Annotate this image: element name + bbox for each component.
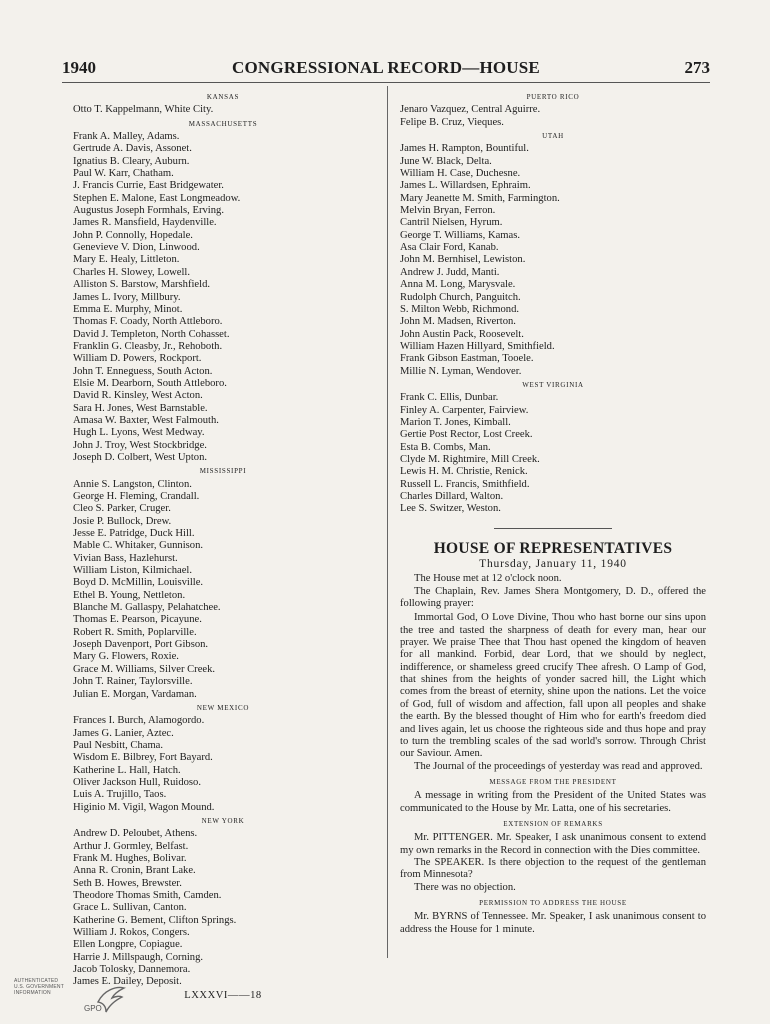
gpo-line-1: AUTHENTICATED <box>14 978 59 984</box>
state-heading: PUERTO RICO <box>526 93 580 101</box>
objection-paragraph: There was no objection. <box>414 881 516 893</box>
postmaster-entry: Wisdom E. Bilbrey, Fort Bayard. <box>73 752 213 764</box>
postmaster-entry: Ellen Longpre, Copiague. <box>73 939 183 951</box>
postmaster-entry: Sara H. Jones, West Barnstable. <box>73 402 208 414</box>
postmaster-entry: James H. Rampton, Bountiful. <box>400 143 529 155</box>
postmaster-entry: Elsie M. Dearborn, South Attleboro. <box>73 377 227 389</box>
header-rule <box>62 82 710 83</box>
left-state-lists <box>73 91 373 989</box>
postmaster-entry: William Liston, Kilmichael. <box>73 565 193 577</box>
postmaster-entry: Mable C. Whitaker, Gunnison. <box>73 540 204 552</box>
postmaster-entry: Mary Jeanette M. Smith, Farmington. <box>400 192 560 204</box>
postmaster-entry: Theodore Thomas Smith, Camden. <box>73 890 222 901</box>
postmaster-entry: Frances I. Burch, Alamogordo. <box>73 715 205 727</box>
signature-mark: LXXXVI——18 <box>184 989 262 1001</box>
house-heading: HOUSE OF REPRESENTATIVES <box>433 539 673 557</box>
postmaster-entry: Russell L. Francis, Smithfield. <box>400 478 530 490</box>
postmaster-entry: Asa Clair Ford, Kanab. <box>400 242 499 254</box>
postmaster-entry: Amasa W. Baxter, West Falmouth. <box>73 414 219 426</box>
postmaster-entry: William J. Rokos, Congers. <box>73 927 190 939</box>
postmaster-entry: William Hazen Hillyard, Smithfield. <box>400 340 555 352</box>
postmaster-entry: George T. Williams, Kamas. <box>400 229 521 241</box>
postmaster-entry: Blanche M. Gallaspy, Pelahatchee. <box>73 602 221 614</box>
postmaster-entry: Jacob Tolosky, Dannemora. <box>73 964 191 976</box>
postmaster-entry: Katherine G. Bement, Clifton Springs. <box>73 914 237 926</box>
postmaster-entry: David J. Templeton, North Cohasset. <box>73 328 230 340</box>
postmaster-entry: Mary G. Flowers, Roxie. <box>73 651 179 663</box>
postmaster-entry: Gertrude A. Davis, Assonet. <box>73 143 192 155</box>
state-heading: MISSISSIPPI <box>199 467 247 476</box>
postmaster-entry: Joseph Davenport, Port Gibson. <box>73 639 209 651</box>
postmaster-entry: James L. Ivory, Millbury. <box>73 291 181 303</box>
postmaster-entry: J. Francis Currie, East Bridgewater. <box>73 180 224 192</box>
postmaster-entry: John M. Bernhisel, Lewiston. <box>400 254 526 266</box>
postmaster-entry: Jenaro Vazquez, Central Aguirre. <box>400 104 541 116</box>
postmaster-entry: Finley A. Carpenter, Fairview. <box>400 404 529 416</box>
header-year: 1940 <box>62 58 96 77</box>
postmaster-entry: Annie S. Langston, Clinton. <box>73 478 192 490</box>
extension-paragraph: Mr. PITTENGER. Mr. Speaker, I ask unanimous consent to extend my own remarks in the Record in connection with the Dies committee. <box>400 832 706 856</box>
postmaster-entry: Lewis H. M. Christie, Renick. <box>400 466 528 478</box>
postmaster-entry: Ethel B. Young, Nettleton. <box>73 589 186 601</box>
postmaster-entry: Oliver Jackson Hull, Ruidoso. <box>73 776 201 788</box>
postmaster-entry: John Austin Pack, Roosevelt. <box>400 328 524 340</box>
chaplain-paragraph: The Chaplain, Rev. James Shera Montgomery, D. D., offered the following prayer: <box>400 585 706 610</box>
postmaster-entry: Otto T. Kappelmann, White City. <box>73 104 214 116</box>
postmaster-entry: Millie N. Lyman, Wendover. <box>400 365 522 377</box>
section-title-message: MESSAGE FROM THE PRESIDENT <box>489 777 617 786</box>
postmaster-entry: Seth B. Howes, Brewster. <box>73 877 182 889</box>
speaker-paragraph: The SPEAKER. Is there objection to the request of the gentleman from Minnesota? <box>400 856 706 881</box>
postmaster-entry: James E. Dailey, Deposit. <box>73 976 182 988</box>
postmaster-entry: Luis A. Trujillo, Taos. <box>73 789 167 801</box>
postmaster-entry: Jesse E. Patridge, Duck Hill. <box>73 528 195 540</box>
state-heading: WEST VIRGINIA <box>522 380 584 389</box>
page-header <box>62 58 710 80</box>
gpo-line-2: U.S. GOVERNMENT <box>14 984 64 990</box>
postmaster-entry: Anna M. Long, Marysvale. <box>400 279 516 291</box>
postmaster-entry: Rudolph Church, Panguitch. <box>400 291 521 303</box>
postmaster-entry: Felipe B. Cruz, Vieques. <box>400 116 504 128</box>
left-column <box>73 90 373 1002</box>
postmaster-entry: John T. Rainer, Taylorsville. <box>73 676 193 688</box>
postmaster-entry: Lee S. Switzer, Weston. <box>400 503 501 515</box>
postmaster-entry: Andrew J. Judd, Manti. <box>400 266 500 278</box>
postmaster-entry: William H. Case, Duchesne. <box>400 168 521 180</box>
eagle-icon <box>94 982 128 1016</box>
column-divider <box>387 86 388 958</box>
state-heading: MASSACHUSETTS <box>188 119 258 128</box>
postmaster-entry: Boyd D. McMillin, Louisville. <box>73 577 204 589</box>
postmaster-entry: Grace M. Williams, Silver Creek. <box>73 663 216 675</box>
postmaster-entry: Cleo S. Parker, Cruger. <box>73 503 171 515</box>
postmaster-entry: James L. Willardsen, Ephraim. <box>400 180 531 192</box>
postmaster-entry: Harrie J. Millspaugh, Corning. <box>73 951 204 963</box>
postmaster-entry: Julian E. Morgan, Vardaman. <box>73 688 197 700</box>
postmaster-entry: Frank Gibson Eastman, Tooele. <box>400 353 534 365</box>
postmaster-entry: Thomas F. Coady, North Attleboro. <box>73 316 223 328</box>
postmaster-entry: Frank M. Hughes, Bolivar. <box>73 852 187 864</box>
message-paragraph: A message in writing from the President of the United States was communicated to the House by Mr. Latta, one of his secretaries. <box>400 790 706 814</box>
postmaster-entry: John P. Connolly, Hopedale. <box>73 229 193 241</box>
gpo-mark: GPO <box>84 1004 102 1013</box>
postmaster-entry: Alliston S. Barstow, Marshfield. <box>73 279 211 291</box>
postmaster-entry: Paul W. Karr, Chatham. <box>73 168 174 180</box>
postmaster-entry: Franklin G. Cleasby, Jr., Rehoboth. <box>73 340 223 352</box>
postmaster-entry: Augustus Joseph Formhals, Erving. <box>73 205 224 217</box>
postmaster-entry: Vivian Bass, Hazlehurst. <box>73 552 178 564</box>
postmaster-entry: Stephen E. Malone, East Longmeadow. <box>73 192 241 204</box>
postmaster-entry: Clyde M. Rightmire, Mill Creek. <box>400 453 540 465</box>
state-heading: KANSAS <box>206 93 240 101</box>
postmaster-entry: S. Milton Webb, Richmond. <box>400 303 520 315</box>
postmaster-entry: Frank A. Malley, Adams. <box>73 131 180 143</box>
section-title-permission: PERMISSION TO ADDRESS THE HOUSE <box>479 898 627 907</box>
postmaster-entry: John T. Enneguess, South Acton. <box>73 365 213 377</box>
postmaster-entry: Paul Nesbitt, Chama. <box>73 739 164 751</box>
postmaster-entry: Genevieve V. Dion, Linwood. <box>73 242 200 254</box>
postmaster-entry: James G. Lanier, Aztec. <box>73 727 174 739</box>
postmaster-entry: Gertie Post Rector, Lost Creek. <box>400 429 533 441</box>
prayer-paragraph: Immortal God, O Love Divine, Thou who hast borne our sins upon the tree and tasted the sharpness of death for every man, hear our prayer. We praise Thee that Thou hast opened the kingdom of heaven for all mankind. Forbid, dear Lord, that we should by neglect, indifference, or shameless greed crucify Thee afresh. O Lamp of God, that shines from the heights of yonder sacred hill, the Light which comes from the breast of eternity, shine upon the nations. Let the voice of God, full of wisdom and affection, fall upon all peoples and shake the earth. By the blessed thought of Him who for earth's freedom died and lives again, let us choose the righteous side and thus hope and pray to turn the trembling scales of the sad world's sorrow. Through Christ our Saviour. Amen. <box>400 612 706 760</box>
postmaster-entry: Ignatius B. Cleary, Auburn. <box>73 155 190 167</box>
postmaster-entry: Josie P. Bullock, Drew. <box>73 515 172 527</box>
postmaster-entry: Higinio M. Vigil, Wagon Mound. <box>73 801 215 813</box>
section-title-extension: EXTENSION OF REMARKS <box>503 819 603 828</box>
postmaster-entry: Charles H. Slowey, Lowell. <box>73 266 191 278</box>
postmaster-entry: Grace L. Sullivan, Canton. <box>73 902 187 914</box>
header-page-number: 273 <box>684 58 710 77</box>
postmaster-entry: John J. Troy, West Stockbridge. <box>73 439 207 451</box>
postmaster-entry: Hugh L. Lyons, West Medway. <box>73 427 205 439</box>
postmaster-entry: June W. Black, Delta. <box>400 155 492 167</box>
postmaster-entry: Thomas E. Pearson, Picayune. <box>73 614 202 626</box>
journal-paragraph: The Journal of the proceedings of yesterday was read and approved. <box>414 760 703 772</box>
right-state-lists <box>400 91 706 516</box>
postmaster-entry: James R. Mansfield, Haydenville. <box>73 217 217 229</box>
right-column <box>400 90 706 936</box>
postmaster-entry: David R. Kinsley, West Acton. <box>73 390 203 402</box>
postmaster-entry: Charles Dillard, Walton. <box>400 491 504 502</box>
postmaster-entry: Joseph D. Colbert, West Upton. <box>73 451 208 463</box>
postmaster-entry: George H. Fleming, Crandall. <box>73 491 200 502</box>
postmaster-entry: Robert R. Smith, Poplarville. <box>73 626 197 638</box>
postmaster-entry: William D. Powers, Rockport. <box>73 353 202 365</box>
permission-paragraph: Mr. BYRNS of Tennessee. Mr. Speaker, I ask unanimous consent to address the House for 1 minute. <box>400 911 706 935</box>
opening-paragraph: The House met at 12 o'clock noon. <box>414 573 562 585</box>
postmaster-entry: Melvin Bryan, Ferron. <box>400 205 496 217</box>
postmaster-entry: Marion T. Jones, Kimball. <box>400 416 511 428</box>
section-rule <box>494 528 612 529</box>
postmaster-entry: Frank C. Ellis, Dunbar. <box>400 392 499 404</box>
session-date: Thursday, January 11, 1940 <box>479 558 627 571</box>
postmaster-entry: John M. Madsen, Riverton. <box>400 316 516 328</box>
postmaster-entry: Cantril Nielsen, Hyrum. <box>400 217 503 229</box>
state-heading: NEW MEXICO <box>196 703 250 712</box>
postmaster-entry: Arthur J. Gormley, Belfast. <box>73 840 189 852</box>
postmaster-entry: Mary E. Healy, Littleton. <box>73 254 180 266</box>
postmaster-entry: Anna R. Cronin, Brant Lake. <box>73 865 196 877</box>
header-title: CONGRESSIONAL RECORD—HOUSE <box>232 58 540 77</box>
postmaster-entry: Emma E. Murphy, Minot. <box>73 303 183 315</box>
state-heading: UTAH <box>542 132 564 141</box>
gpo-line-3: INFORMATION <box>14 990 51 996</box>
postmaster-entry: Katherine L. Hall, Hatch. <box>73 764 181 776</box>
postmaster-entry: Andrew D. Peloubet, Athens. <box>73 828 198 840</box>
state-heading: NEW YORK <box>201 816 245 825</box>
postmaster-entry: Esta B. Combs, Man. <box>400 441 491 453</box>
gpo-authentication-seal <box>14 978 134 1018</box>
